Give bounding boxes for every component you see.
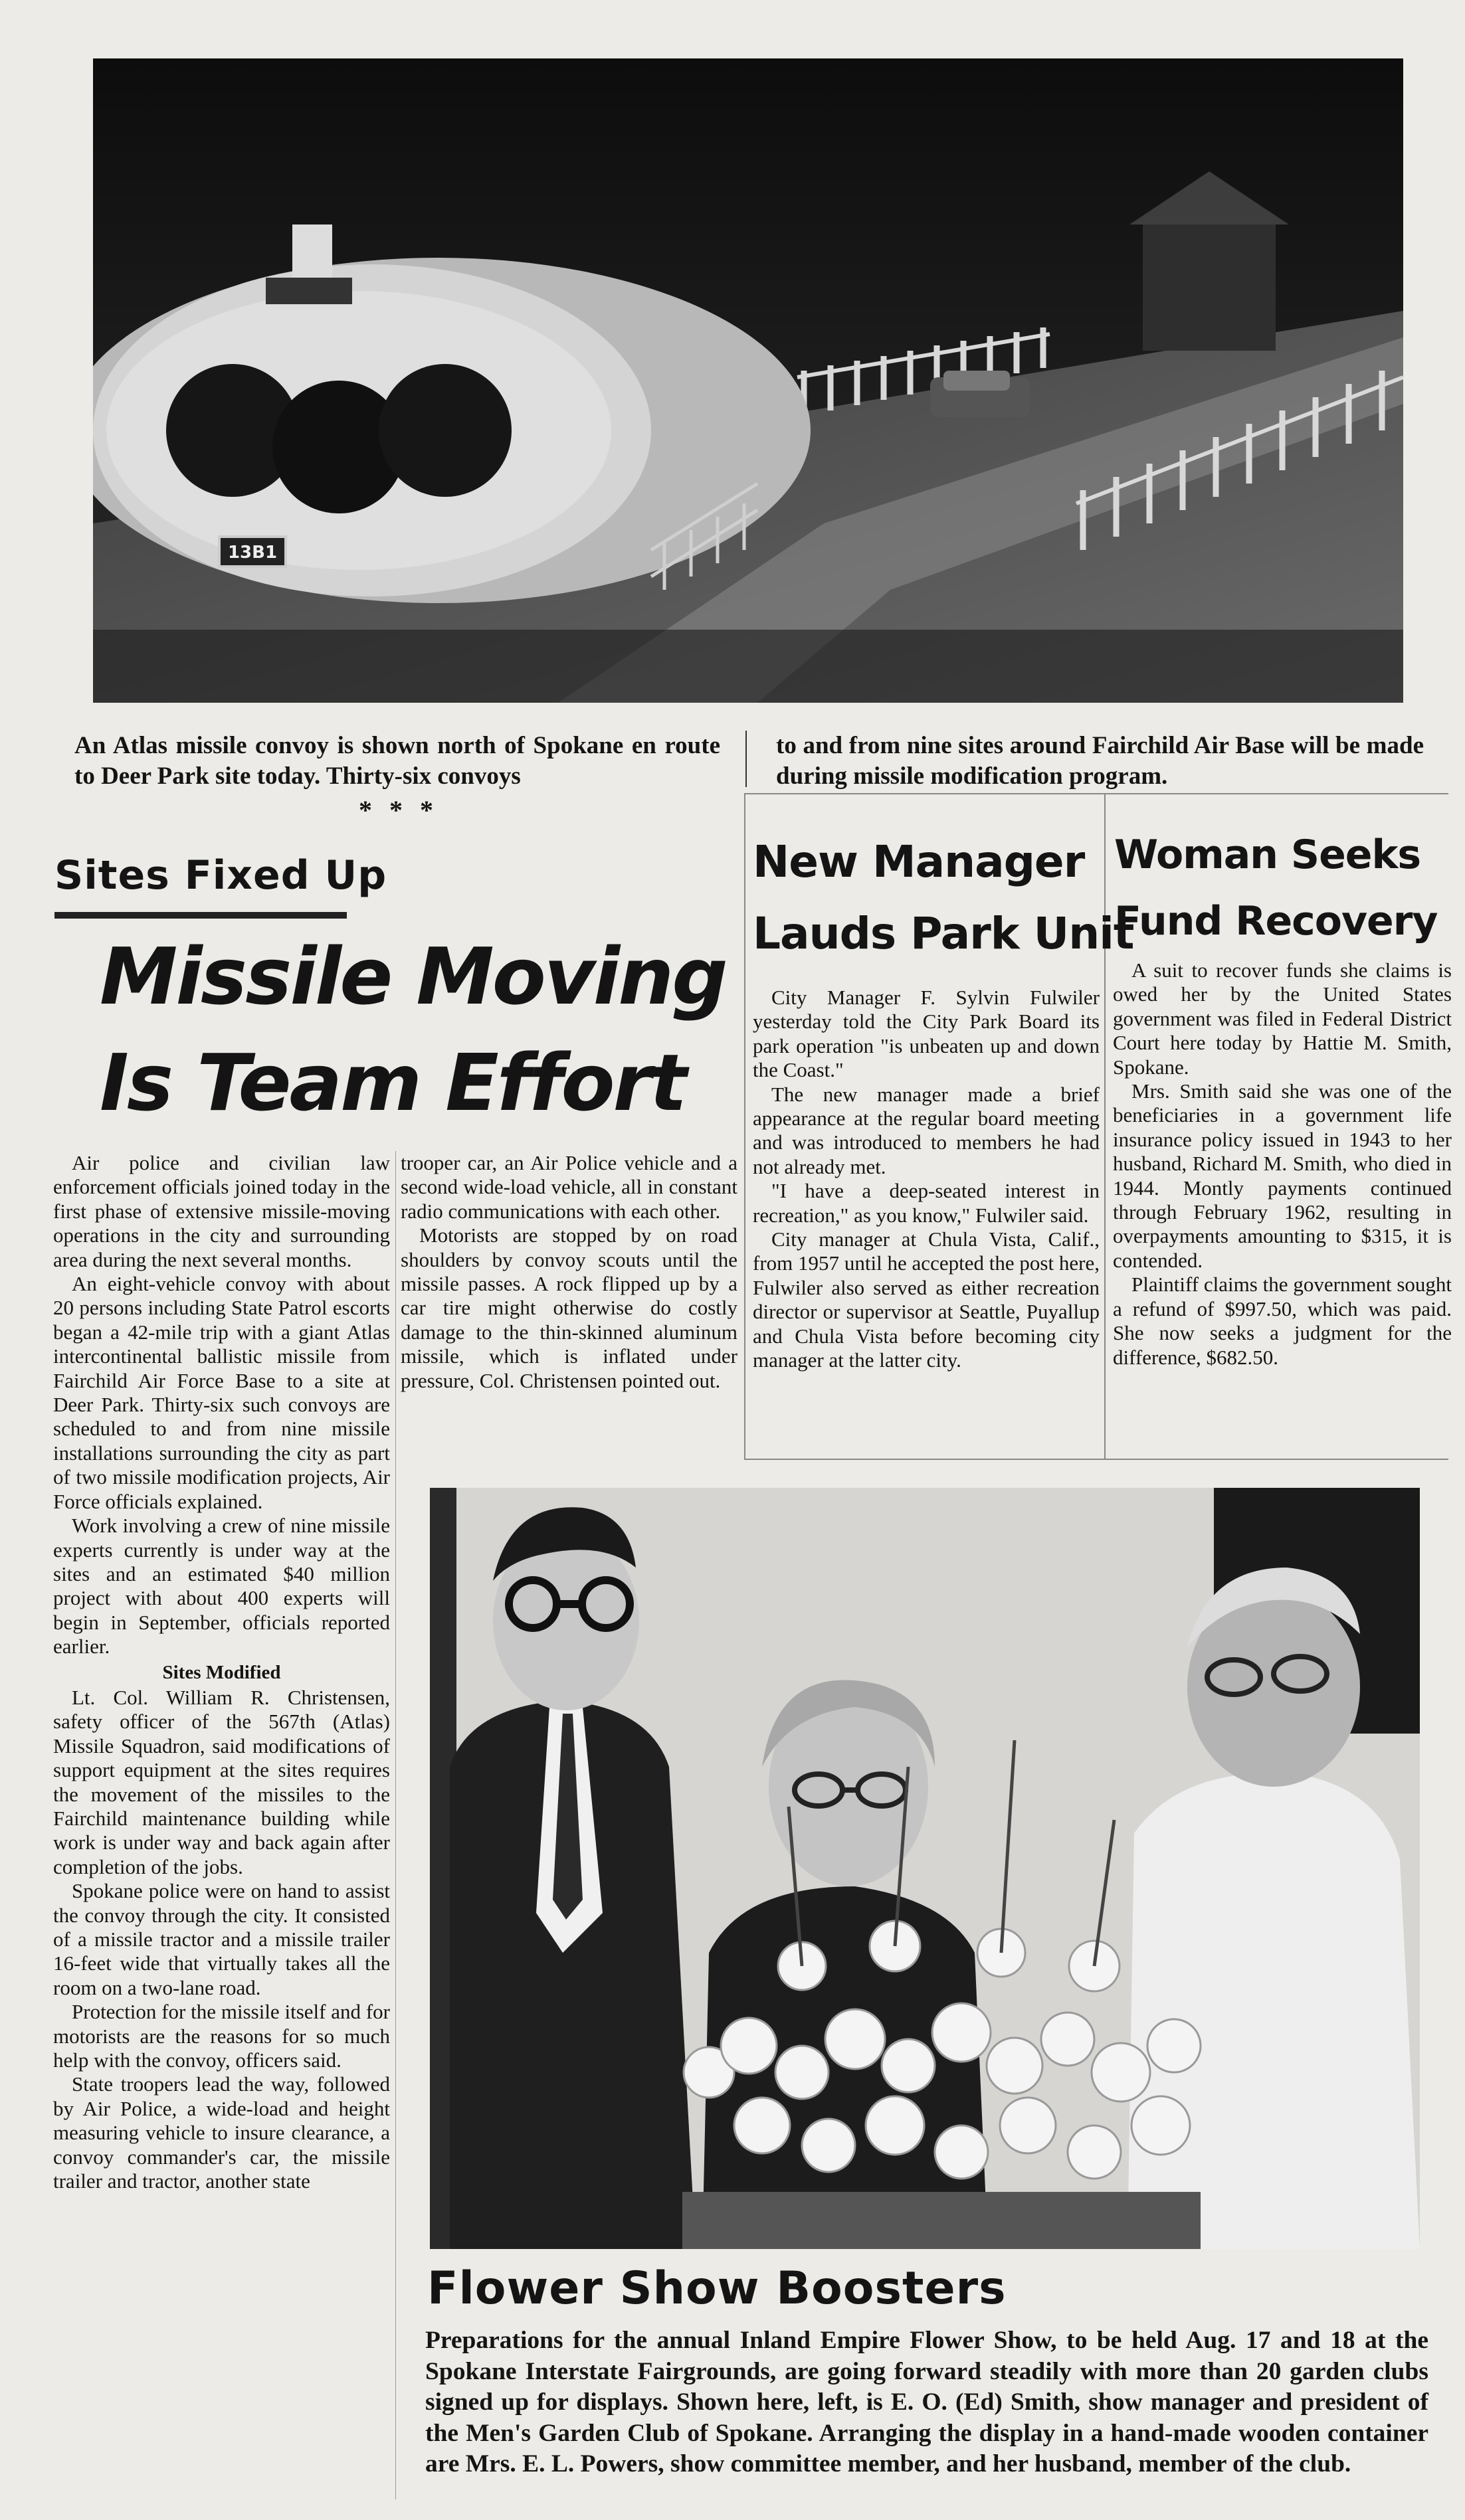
manager-para: "I have a deep-seated interest in recreation," as you know," Fulwiler said. (753, 1179, 1100, 1227)
missile-para: Lt. Col. William R. Christensen, safety officer of the 567th (Atlas) Missile Squadron, said modifications of support equipment at the sites requires the movement of the missiles to the Fairchild maintenance building while work is under way and back again after completion of the jobs. (53, 1685, 390, 1878)
missile-para: Air police and civilian law enforcement officials joined today in the first phase of extensive missile-moving operations in the city and surrounding area during the next several months. (53, 1151, 390, 1271)
missile-plate-text: 13B1 (227, 543, 278, 563)
missile-para: trooper car, an Air Police vehicle and a second wide-load vehicle, all in constant radio communications with each other. (401, 1151, 737, 1223)
caption-divider (745, 731, 747, 787)
woman-para: Plaintiff claims the government sought a refund of $997.50, which was paid. She now seeks a judgment for the difference, $682.50. (1113, 1273, 1452, 1369)
right-top-rule (744, 793, 1448, 794)
missile-story-column-1 (53, 1151, 390, 2499)
woman-para: A suit to recover funds she claims is owed her by the United States government was filed in Federal District Court here today by Hattie M. Smith, Spokane. (1113, 958, 1452, 1079)
missile-para: An eight-vehicle convoy with about 20 persons including State Patrol escorts began a 42-mile trip with a giant Atlas intercontinental ballistic missile from Fairchild Air Force Base to a site at Deer Park. Thirty-six such convoys are scheduled to and from nine missile installations surrounding the city as part of two missile modification projects, Air Force officials explained. (53, 1272, 390, 1513)
missile-para: Work involving a crew of nine missile experts currently is under way at the sites and an estimated $40 million project with about 400 experts will begin in September, officials reported earlier. (53, 1514, 390, 1659)
woman-headline-line2: Fund Recovery (1114, 898, 1438, 945)
section-stars: * * * (359, 795, 439, 825)
convoy-caption-left: An Atlas missile convoy is shown north of Spokane en route to Deer Park site today. Thirty-six convoys (74, 732, 720, 790)
missile-headline-line1: Missile Moving (100, 931, 726, 1022)
missile-para: State troopers lead the way, followed by Air Police, a wide-load and height measuring vehicle to insure clearance, a convoy commander's car, the missile trailer and tractor, another state (53, 2072, 390, 2193)
manager-story-body (753, 986, 1100, 1451)
missile-para: Spokane police were on hand to assist the convoy through the city. It consisted of a missile tractor and a missile trailer 16-feet wide that virtually takes all the room on a two-lane road. (53, 1879, 390, 1999)
manager-para: The new manager made a brief appearance at the regular board meeting and was introduced to members he had not already met. (753, 1082, 1100, 1178)
flower-show-photo (430, 1488, 1420, 2249)
missile-para: Protection for the missile itself and for motorists are the reasons for so much help with the convoy, officers said. (53, 2000, 390, 2072)
woman-headline-line1: Woman Seeks (1114, 832, 1421, 878)
missile-convoy-photo (93, 58, 1403, 703)
missile-headline-line2: Is Team Effort (100, 1037, 686, 1128)
flower-caption: Preparations for the annual Inland Empire Flower Show, to be held Aug. 17 and 18 at the Spokane Interstate Fairgrounds, are going forward steadily with more than 20 garden clubs signed up for displays. Shown here, left, is E. O. (Ed) Smith, show manager and president of the Men's Garden Club of Spokane. Arranging the display in a hand-made wooden container are Mrs. E. L. Powers, show committee member, and her husband, member of the club. (425, 2327, 1428, 2478)
missile-subhead: Sites Modified (162, 1661, 281, 1683)
manager-headline-line2: Lauds Park Unit (753, 908, 1134, 959)
manager-para: City Manager F. Sylvin Fulwiler yesterday told the City Park Board its park operation "is unbeaten up and down the Coast." (753, 986, 1100, 1082)
manager-para: City manager at Chula Vista, Calif., from 1957 until he accepted the post here, Fulwiler also served as either recreation director or supervisor at Seattle, Puyallup and Chula Vista before becoming city manager at the latter city. (753, 1227, 1100, 1372)
flower-show-illustration (430, 1488, 1420, 2249)
stories-bottom-rule (744, 1459, 1448, 1460)
column-divider-1 (395, 1151, 396, 2499)
manager-box-left-rule (744, 794, 745, 1459)
missile-story-column-2 (401, 1151, 737, 1451)
flower-headline: Flower Show Boosters (427, 2262, 1007, 2315)
missile-kicker: Sites Fixed Up (54, 852, 387, 899)
manager-box-mid-rule (1104, 794, 1106, 1459)
convoy-caption-right: to and from nine sites around Fairchild Air Base will be made during missile modification program. (776, 732, 1424, 790)
woman-para: Mrs. Smith said she was one of the beneficiaries in a government life insurance policy issued in 1943 to her husband, Richard M. Smith, who died in 1944. Montly payments continued through February 1962, resulting in overpayments amounting to $315, it is contended. (1113, 1079, 1452, 1272)
woman-story-body (1113, 958, 1452, 1455)
missile-convoy-illustration (93, 58, 1403, 703)
manager-headline-line1: New Manager (753, 836, 1085, 887)
kicker-underline (54, 912, 347, 919)
missile-para: Motorists are stopped by on road shoulders by convoy scouts until the missile passes. A rock flipped up by a car tire might otherwise do costly damage to the thin-skinned aluminum missile, which is inflated under pressure, Col. Christensen pointed out. (401, 1223, 737, 1392)
